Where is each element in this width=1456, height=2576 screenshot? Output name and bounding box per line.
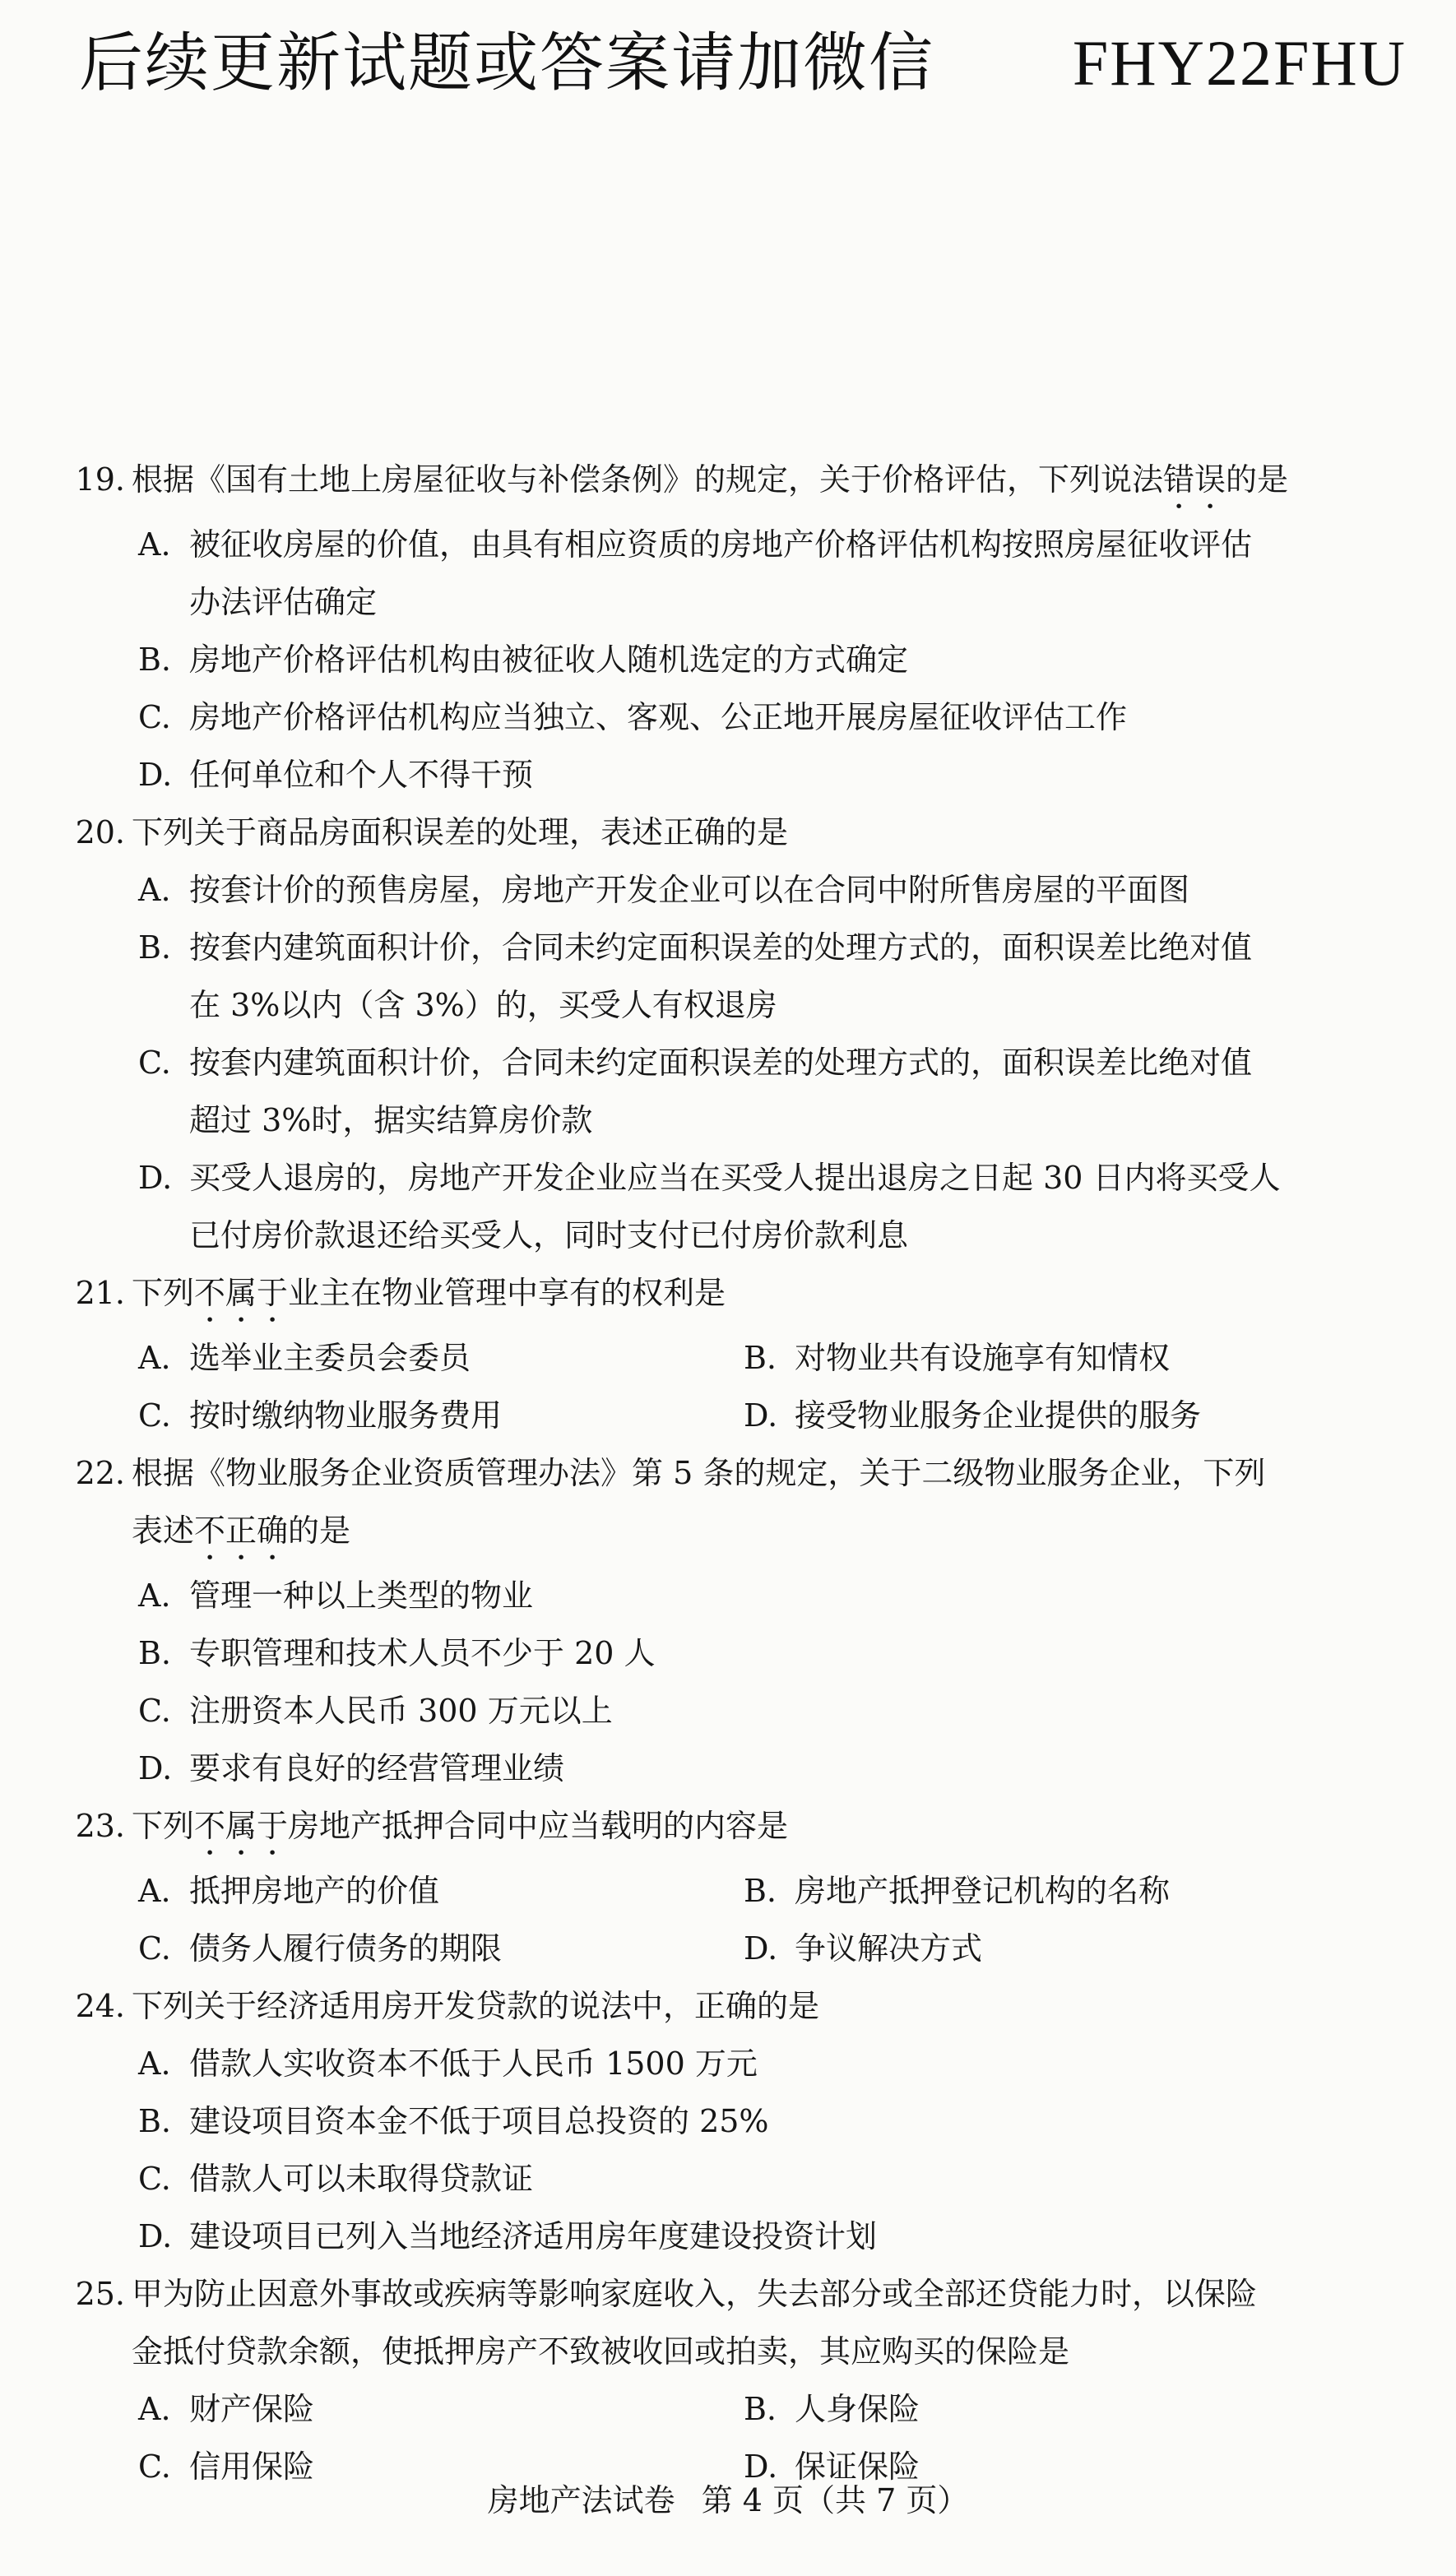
- option-text-continued: 已付房价款退还给买受人，同时支付已付房价款利息: [189, 1217, 909, 1253]
- header-wechat-id: FHY22FHU: [1072, 27, 1407, 99]
- question-20: [66, 804, 1349, 1264]
- option-d: [744, 1920, 1349, 1977]
- option-text: 房地产价格评估机构由被征收人随机选定的方式确定: [189, 642, 909, 678]
- question-stem-line: [66, 2265, 1349, 2323]
- option-text: 按套内建筑面积计价，合同未约定面积误差的处理方式的，面积误差比绝对值: [189, 929, 1253, 966]
- question-stem-line: [66, 1444, 1349, 1502]
- option-text: 财产保险: [189, 2391, 315, 2427]
- option-d: [744, 1387, 1349, 1444]
- option-label: C.: [138, 699, 171, 735]
- option-label: D.: [744, 1930, 778, 1967]
- emphasized-keyword: 不正确: [194, 1513, 289, 1549]
- option-label: B.: [138, 929, 172, 966]
- option-label: D.: [138, 1750, 173, 1786]
- option-a: [138, 2380, 744, 2438]
- option-label: C.: [138, 1397, 171, 1434]
- option-text: 按套计价的预售房屋，房地产开发企业可以在合同中附所售房屋的平面图: [189, 872, 1190, 908]
- option-label: A.: [138, 1873, 171, 1909]
- option-row: [66, 1862, 1349, 1920]
- question-stem-line: [66, 2323, 1349, 2380]
- option-text: 抵押房地产的价值: [189, 1873, 440, 1909]
- watermark-header: [79, 18, 1407, 109]
- option-text: 人身保险: [795, 2391, 920, 2427]
- option-label: A.: [138, 2046, 171, 2082]
- question-25: [66, 2265, 1349, 2495]
- option-text: 接受物业服务企业提供的服务: [795, 1397, 1202, 1434]
- option-text: 争议解决方式: [795, 1930, 983, 1967]
- exam-title: 房地产法试卷: [487, 2482, 675, 2518]
- option-text-continued: 在 3%以内（含 3%）的，买受人有权退房: [189, 987, 777, 1023]
- option-label: B.: [744, 1873, 777, 1909]
- option-label: B.: [744, 2391, 777, 2427]
- option-text: 要求有良好的经营管理业绩: [189, 1750, 565, 1786]
- question-22: [66, 1444, 1349, 1797]
- question-stem-text: 甲为防止因意外事故或疾病等影响家庭收入，失去部分或全部还贷能力时，以保险: [132, 2276, 1258, 2312]
- option-text: 保证保险: [795, 2449, 920, 2485]
- option-b: [66, 2092, 1349, 2150]
- option-d: [66, 1740, 1349, 1797]
- option-label: C.: [138, 2161, 171, 2197]
- question-stem-text: 表述: [132, 1513, 195, 1549]
- option-label: D.: [744, 1397, 778, 1434]
- option-label: D.: [138, 757, 173, 793]
- option-a: [138, 1329, 744, 1387]
- option-label: C.: [138, 2449, 171, 2485]
- question-stem-text: 下列关于商品房面积误差的处理，表述正确的是: [132, 814, 789, 850]
- option-label: B.: [744, 1340, 777, 1376]
- option-text: 对物业共有设施享有知情权: [795, 1340, 1171, 1376]
- question-stem-text: 金抵付贷款余额，使抵押房产不致被收回或拍卖，其应购买的保险是: [132, 2333, 1070, 2370]
- option-c: [66, 2150, 1349, 2208]
- question-stem-text: 的是: [1226, 461, 1289, 498]
- question-stem-text: 根据《物业服务企业资质管理办法》第 5 条的规定，关于二级物业服务企业，下列: [132, 1455, 1266, 1491]
- option-a: [66, 516, 1349, 573]
- question-stem-line: [66, 1264, 1349, 1329]
- option-text: 借款人实收资本不低于人民币 1500 万元: [189, 2046, 758, 2082]
- option-label: D.: [744, 2449, 778, 2485]
- question-stem-text: 下列: [132, 1275, 195, 1311]
- option-label: B.: [138, 1635, 172, 1671]
- option-text: 买受人退房的，房地产开发企业应当在买受人提出退房之日起 30 日内将买受人: [189, 1160, 1281, 1196]
- option-text: 专职管理和技术人员不少于 20 人: [189, 1635, 656, 1671]
- option-text: 信用保险: [189, 2449, 315, 2485]
- question-number: 24.: [75, 1988, 125, 2024]
- option-text: 建设项目已列入当地经济适用房年度建设投资计划: [189, 2218, 878, 2254]
- option-text: 选举业主委员会委员: [189, 1340, 471, 1376]
- option-text: 房地产抵押登记机构的名称: [795, 1873, 1171, 1909]
- option-b: [744, 2380, 1349, 2438]
- option-c: [66, 1682, 1349, 1740]
- option-label: C.: [138, 1045, 171, 1081]
- option-label: B.: [138, 642, 172, 678]
- option-label: A.: [138, 1578, 171, 1614]
- question-stem-text: 下列关于经济适用房开发贷款的说法中，正确的是: [132, 1988, 820, 2024]
- option-text-continued: 超过 3%时，据实结算房价款: [189, 1102, 593, 1138]
- option-row: [66, 1920, 1349, 1977]
- option-text: 任何单位和个人不得干预: [189, 757, 534, 793]
- option-c: [138, 1920, 744, 1977]
- option-text-continued: 办法评估确定: [189, 584, 378, 620]
- option-label: A.: [138, 526, 171, 563]
- option-row: [66, 2380, 1349, 2438]
- option-label: C.: [138, 1930, 171, 1967]
- option-label: D.: [138, 1160, 173, 1196]
- option-a: [66, 1567, 1349, 1624]
- option-text: 被征收房屋的价值，由具有相应资质的房地产价格评估机构按照房屋征收评估: [189, 526, 1253, 563]
- option-label: D.: [138, 2218, 173, 2254]
- option-text: 债务人履行债务的期限: [189, 1930, 503, 1967]
- option-label: A.: [138, 1340, 171, 1376]
- option-d: [66, 2208, 1349, 2265]
- question-stem-line: [66, 451, 1349, 516]
- question-stem-line: [66, 1977, 1349, 2035]
- question-stem-text: 房地产抵押合同中应当载明的内容是: [288, 1808, 789, 1844]
- option-label: A.: [138, 2391, 171, 2427]
- emphasized-keyword: 不属于: [194, 1808, 289, 1844]
- option-a: [138, 1862, 744, 1920]
- question-stem-text: 根据《国有土地上房屋征收与补偿条例》的规定，关于价格评估，下列说法: [132, 461, 1164, 498]
- question-stem-line: [66, 804, 1349, 861]
- emphasized-keyword: 不属于: [194, 1275, 289, 1311]
- question-number: 25.: [75, 2276, 125, 2312]
- option-a: [66, 2035, 1349, 2092]
- option-row: [66, 1329, 1349, 1387]
- question-number: 21.: [75, 1275, 125, 1311]
- page-footer: [0, 2476, 1456, 2525]
- option-text: 借款人可以未取得贷款证: [189, 2161, 534, 2197]
- option-label: A.: [138, 872, 171, 908]
- question-stem-text: 的是: [288, 1513, 351, 1549]
- option-b: [744, 1329, 1349, 1387]
- option-text: 房地产价格评估机构应当独立、客观、公正地开展房屋征收评估工作: [189, 699, 1128, 735]
- page-number: 第 4 页（共 7 页）: [701, 2482, 969, 2518]
- question-number: 22.: [75, 1455, 125, 1491]
- option-text: 注册资本人民币 300 万元以上: [189, 1693, 613, 1729]
- option-label: B.: [138, 2103, 172, 2139]
- question-stem-text: 下列: [132, 1808, 195, 1844]
- option-b: [66, 1624, 1349, 1682]
- question-21: [66, 1264, 1349, 1444]
- question-stem-text: 业主在物业管理中享有的权利是: [288, 1275, 726, 1311]
- question-23: [66, 1797, 1349, 1977]
- question-list: [66, 451, 1349, 2495]
- option-c: [66, 688, 1349, 746]
- option-c: [138, 1387, 744, 1444]
- question-number: 19.: [75, 461, 125, 498]
- question-stem-line: [66, 1797, 1349, 1862]
- option-b: [744, 1862, 1349, 1920]
- option-d: [66, 1149, 1349, 1207]
- option-b: [66, 631, 1349, 688]
- option-label: C.: [138, 1693, 171, 1729]
- question-19: [66, 451, 1349, 804]
- option-text: 按时缴纳物业服务费用: [189, 1397, 503, 1434]
- option-text: 建设项目资本金不低于项目总投资的 25%: [189, 2103, 769, 2139]
- question-stem-line: [66, 1502, 1349, 1567]
- option-b: [66, 919, 1349, 976]
- option-text: 按套内建筑面积计价，合同未约定面积误差的处理方式的，面积误差比绝对值: [189, 1045, 1253, 1081]
- emphasized-keyword: 错误: [1163, 461, 1226, 498]
- option-d: [66, 746, 1349, 804]
- question-number: 20.: [75, 814, 125, 850]
- option-a: [66, 861, 1349, 919]
- question-number: 23.: [75, 1808, 125, 1844]
- header-notice: 后续更新试题或答案请加微信: [79, 26, 935, 100]
- option-c: [66, 1034, 1349, 1091]
- question-24: [66, 1977, 1349, 2265]
- option-row: [66, 1387, 1349, 1444]
- option-text: 管理一种以上类型的物业: [189, 1578, 534, 1614]
